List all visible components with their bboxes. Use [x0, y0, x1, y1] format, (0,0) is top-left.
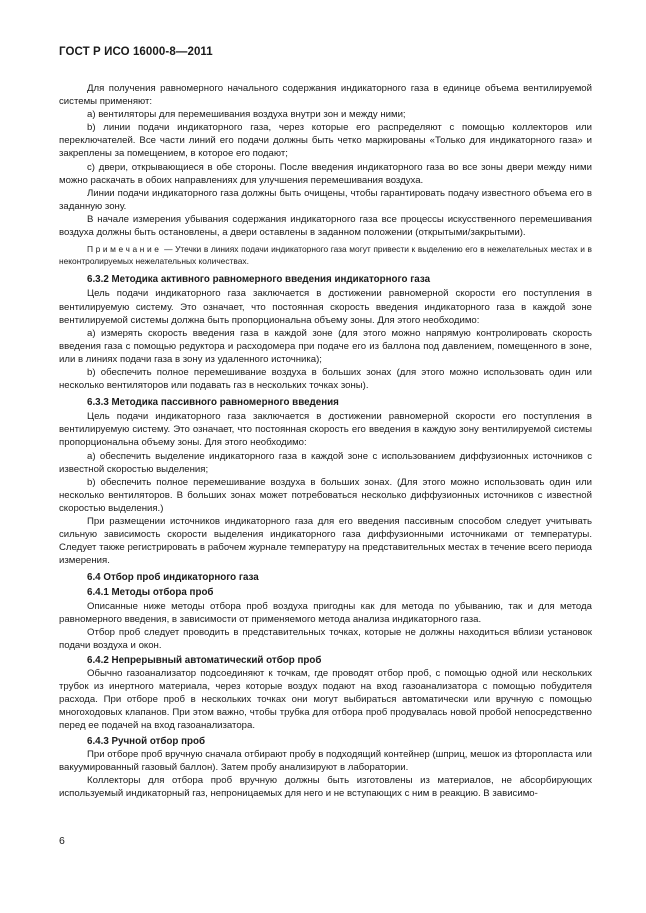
note-text: — Утечки в линиях подачи индикаторного газа могут привести к выделению его в нежелательных местах и в неконтролируемых нежелательных количествах. [59, 244, 592, 266]
section-heading-6-4: 6.4 Отбор проб индикаторного газа [87, 572, 259, 584]
paragraph: Для получения равномерного начального содержания индикаторного газа в единице объема вентилируемой системы применяют: [59, 83, 592, 108]
section-heading-6-4-1: 6.4.1 Методы отбора проб [87, 587, 214, 599]
standard-header: ГОСТ Р ИСО 16000-8—2011 [59, 46, 213, 58]
list-item: b) линии подачи индикаторного газа, через которые его распределяют с помощью коллекторов или переключателей. Все части линий его подачи должны быть четко маркированы «Только для индикаторного газа» и закреплены за помещением, в которое его подают; [59, 122, 592, 160]
list-item: a) измерять скорость введения газа в каждой зоне (для этого можно напрямую контролировать скорость введения газа с помощью редуктора и расходомера при подаче его из баллона под давлением, помещенного в зоне, или в линиях подачи газа в зону из удаленного источника); [59, 327, 592, 365]
note [59, 244, 592, 267]
paragraph: Обычно газоанализатор подсоединяют к точкам, где проводят отбор проб, с помощью одной или нескольких трубок из инертного материала, через которые воздух подают на вход газоанализатора с помощью побудителя расхода. При отборе проб в нескольких точках они могут выбираться автоматически или вручную с помощью многоходовых клапанов. При этом важно, чтобы трубка для отбора проб продувалась новой пробой непосредственно перед ее подачей на вход газоанализатора. [59, 668, 592, 732]
paragraph: Линии подачи индикаторного газа должны быть очищены, чтобы гарантировать подачу известного объема его в заданную зону. [59, 187, 592, 212]
section-heading-6-3-2: 6.3.2 Методика активного равномерного введения индикаторного газа [87, 274, 431, 286]
document-body [59, 82, 592, 800]
list-item: a) обеспечить выделение индикаторного газа в каждой зоне с использованием диффузионных источников с известной скоростью выделения; [59, 450, 592, 475]
list-item: c) двери, открывающиеся в обе стороны. После введения индикаторного газа во все зоны двери между ними можно раскачать в обоих направлениях для улучшения перемешивания воздуха. [59, 161, 592, 186]
paragraph: Отбор проб следует проводить в представительных точках, которые не должны находиться вблизи установок подачи воздуха и окон. [59, 626, 592, 651]
paragraph: Цель подачи индикаторного газа заключается в достижении равномерной скорости его поступления в вентилируемую систему. Это означает, что постоянная скорость его введения в каждую зону вентилируемой системы пропорциональна объему зоны. Для этого необходимо: [59, 411, 592, 449]
section-heading-6-4-3: 6.4.3 Ручной отбор проб [87, 735, 206, 747]
paragraph: Цель подачи индикаторного газа заключается в достижении равномерной скорости его поступления в вентилируемую систему. Это означает, что постоянная скорость введения индикаторного газа в каждой зоне вентилируемой системы должна быть пропорциональна объему зоны. Для этого необходимо: [59, 288, 592, 326]
section-heading-6-4-2: 6.4.2 Непрерывный автоматический отбор проб [87, 654, 322, 666]
paragraph: При размещении источников индикаторного газа для его введения пассивным способом следует учитывать сильную зависимость скорости выделения индикаторного газа диффузионными источниками от температуры. Следует также регистрировать в рабочем журнале температуру на представительных местах в течение всего периода измерения. [59, 516, 592, 567]
list-item: b) обеспечить полное перемешивание воздуха в больших зонах (для этого можно использовать один или несколько вентиляторов или подавать газ в нескольких точках зоны). [59, 366, 592, 392]
note-label: Примечание [87, 244, 162, 255]
paragraph: Коллекторы для отбора проб вручную должны быть изготовлены из материалов, не абсорбирующих используемый индикаторный газ, непроницаемых для него и не вступающих с ним в реакцию. В зависимо- [59, 774, 592, 799]
list-item: b) обеспечить полное перемешивание воздуха в больших зонах. (Для этого можно использовать один или несколько вентиляторов. В больших зонах может потребоваться несколько диффузионных источников с известной скоростью выделения.) [59, 476, 592, 514]
list-item: a) вентиляторы для перемешивания воздуха внутри зон и между ними; [87, 109, 406, 121]
section-heading-6-3-3: 6.3.3 Методика пассивного равномерного введения [87, 397, 339, 409]
page-number: 6 [59, 835, 65, 847]
paragraph: Описанные ниже методы отбора проб воздуха пригодны как для метода по убыванию, так и для метода равномерного введения, в зависимости от применяемого метода анализа индикаторного газа. [59, 600, 592, 625]
paragraph: В начале измерения убывания содержания индикаторного газа все процессы искусственного перемешивания воздуха должны быть остановлены, а двери оставлены в заданном положении (открытыми/закрытыми). [59, 213, 592, 239]
paragraph: При отборе проб вручную сначала отбирают пробу в подходящий контейнер (шприц, мешок из фторопласта или вакуумированный газовый баллон). Затем пробу анализируют в лаборатории. [59, 748, 592, 773]
